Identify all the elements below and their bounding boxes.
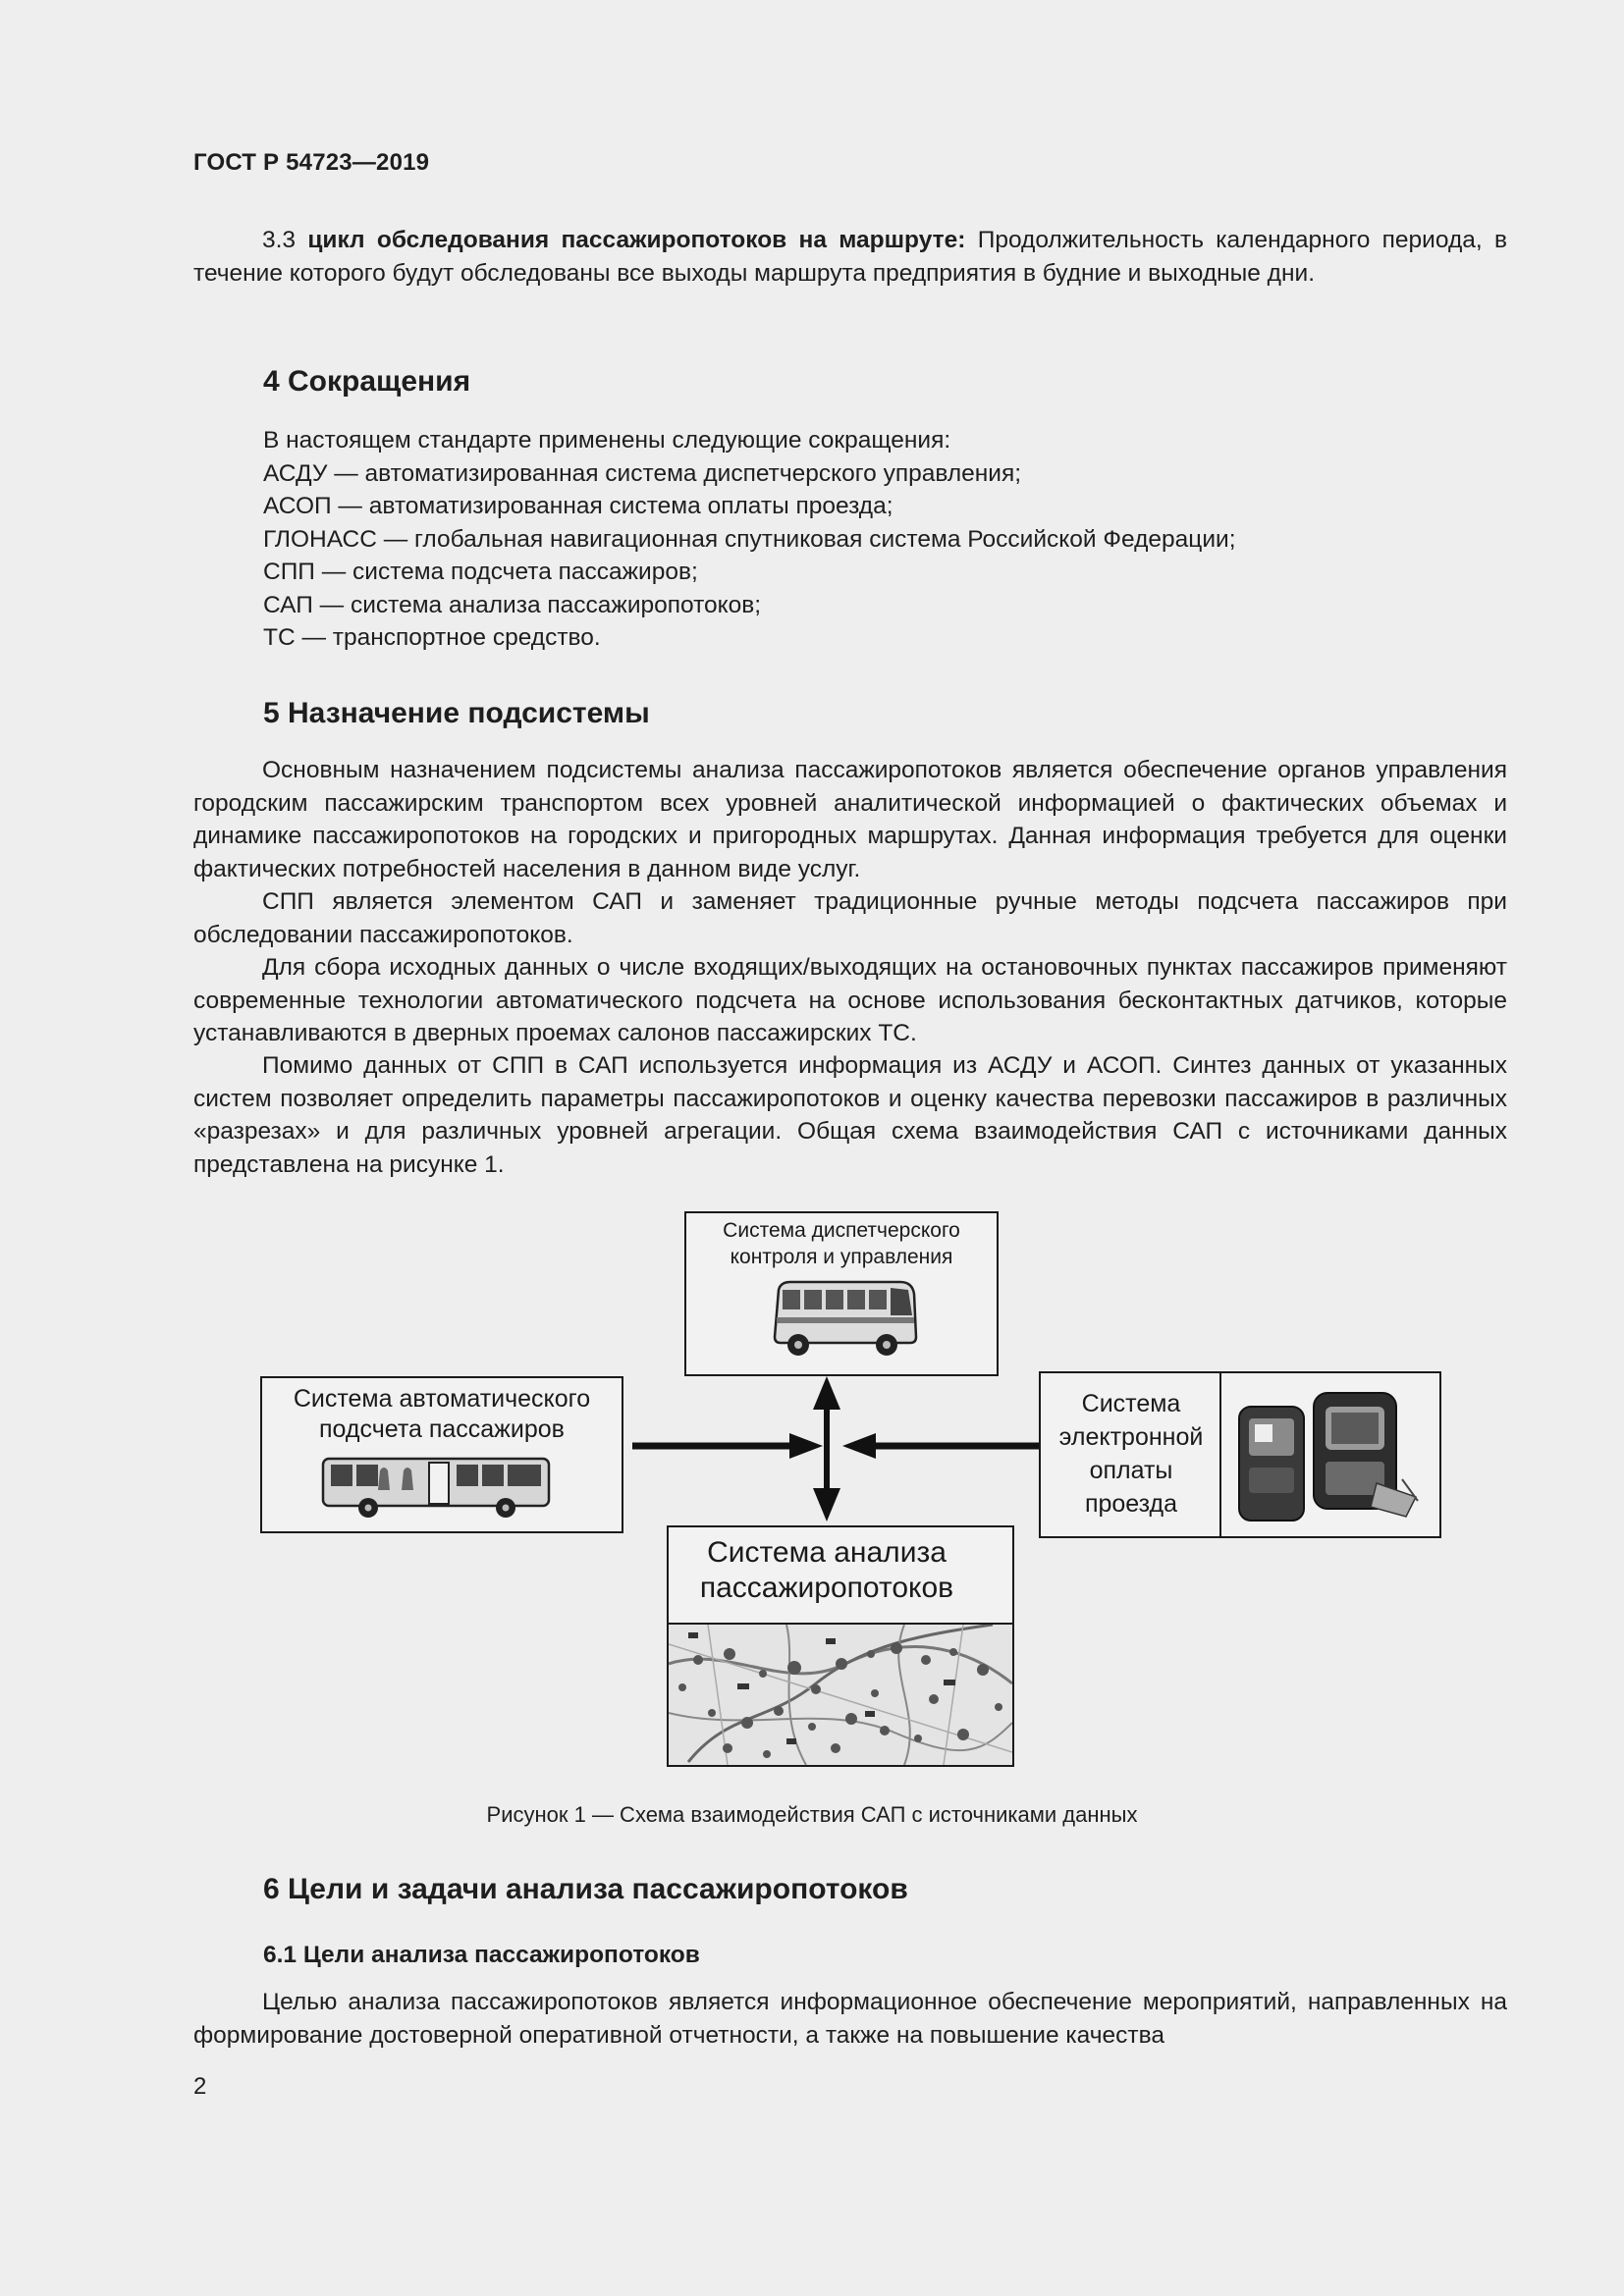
route-map-icon [669,1625,1012,1765]
right-arrow-head [842,1433,876,1459]
defined-term: цикл обследования пассажиропотоков на маршруте: [307,227,966,253]
passenger-counting-label: Система автоматического подсчета пассажиров [293,1385,591,1443]
validator-terminal-icon [1229,1385,1435,1528]
abbreviation-item: ГЛОНАСС — глобальная навигационная спутниковая система Российской Федерации; [263,525,1236,553]
term-definition: Продолжительность календарного периода, в течение которого будут обследованы все выходы маршрута предприятия в будние и выходные дни. [193,227,1507,287]
page-number: 2 [193,2073,207,2100]
abbreviation-item: СПП — система подсчета пассажиров; [263,559,698,585]
abbreviation-item: ТС — транспортное средство. [263,624,601,651]
abbreviation-list [263,424,1236,655]
section-4-title: 4 Сокращения [263,365,471,398]
body-paragraph: СПП является элементом САП и заменяет традиционные ручные методы подсчета пассажиров при обследовании пассажиропотоков. [193,888,1507,948]
clause-number: 3.3 [262,227,297,253]
electronic-payment-box [1039,1371,1441,1538]
dispatch-system-label: Система диспетчерского контроля и управления [723,1219,960,1268]
section-5-title: 5 Назначение подсистемы [263,697,650,729]
bus-icon [771,1278,918,1361]
definition-paragraph [193,224,1507,290]
passenger-counting-box [260,1376,623,1533]
body-paragraph: Для сбора исходных данных о числе входящих/выходящих на остановочных пунктах пассажиров применяют современные технологии автоматического подсчета на основе использования бесконтактных датчиков, которые устанавливаются в дверных проемах салонов пассажирских ТС. [193,954,1507,1046]
passenger-flow-analysis-label: Система анализа пассажиропотоков [699,1536,954,1604]
body-paragraph: Основным назначением подсистемы анализа пассажиропотоков является обеспечение органов управления городским пассажирским транспортом всех уровней аналитической информацией о фактических объемах и динамике пассажиропотоков на городских и пригородных маршрутах. Данная информация требуется для оценки фактических потребностей населения в данном виде услуг. [193,757,1507,882]
passenger-bus-icon [319,1453,555,1523]
section-6-title: 6 Цели и задачи анализа пассажиропотоков [263,1873,908,1905]
abbreviation-intro: В настоящем стандарте применены следующие сокращения: [263,427,951,454]
figure-caption: Рисунок 1 — Схема взаимодействия САП с источниками данных [486,1802,1138,1827]
down-arrow-head [813,1488,840,1522]
section-6-1-title: 6.1 Цели анализа пассажиропотоков [263,1942,700,1968]
document-header: ГОСТ Р 54723—2019 [193,149,430,176]
electronic-payment-label: Система электронной оплаты проезда [1058,1390,1204,1518]
passenger-flow-analysis-box [667,1525,1014,1767]
payment-box-divider [1219,1373,1221,1536]
dispatch-system-box [684,1211,999,1376]
abbreviation-item: АСОП — автоматизированная система оплаты проезда; [263,493,893,519]
abbreviation-item: САП — система анализа пассажиропотоков; [263,591,762,618]
up-arrow-head [813,1376,840,1410]
left-arrow-head [789,1433,823,1459]
body-paragraph: Целью анализа пассажиропотоков является информационное обеспечение мероприятий, направленных на формирование достоверной оперативной отчетности, а также на повышение качества [193,1989,1507,2049]
body-paragraph: Помимо данных от СПП в САП используется информация из АСДУ и АСОП. Синтез данных от указанных систем позволяет определить параметры пассажиропотоков и оценку качества перевозки пассажиров в различных «разрезах» и для различных уровней агрегации. Общая схема взаимодействия САП с источниками данных представлена на рисунке 1. [193,1052,1507,1178]
data-flow-arrows [628,1376,1041,1523]
abbreviation-item: АСДУ — автоматизированная система диспетчерского управления; [263,459,1022,487]
